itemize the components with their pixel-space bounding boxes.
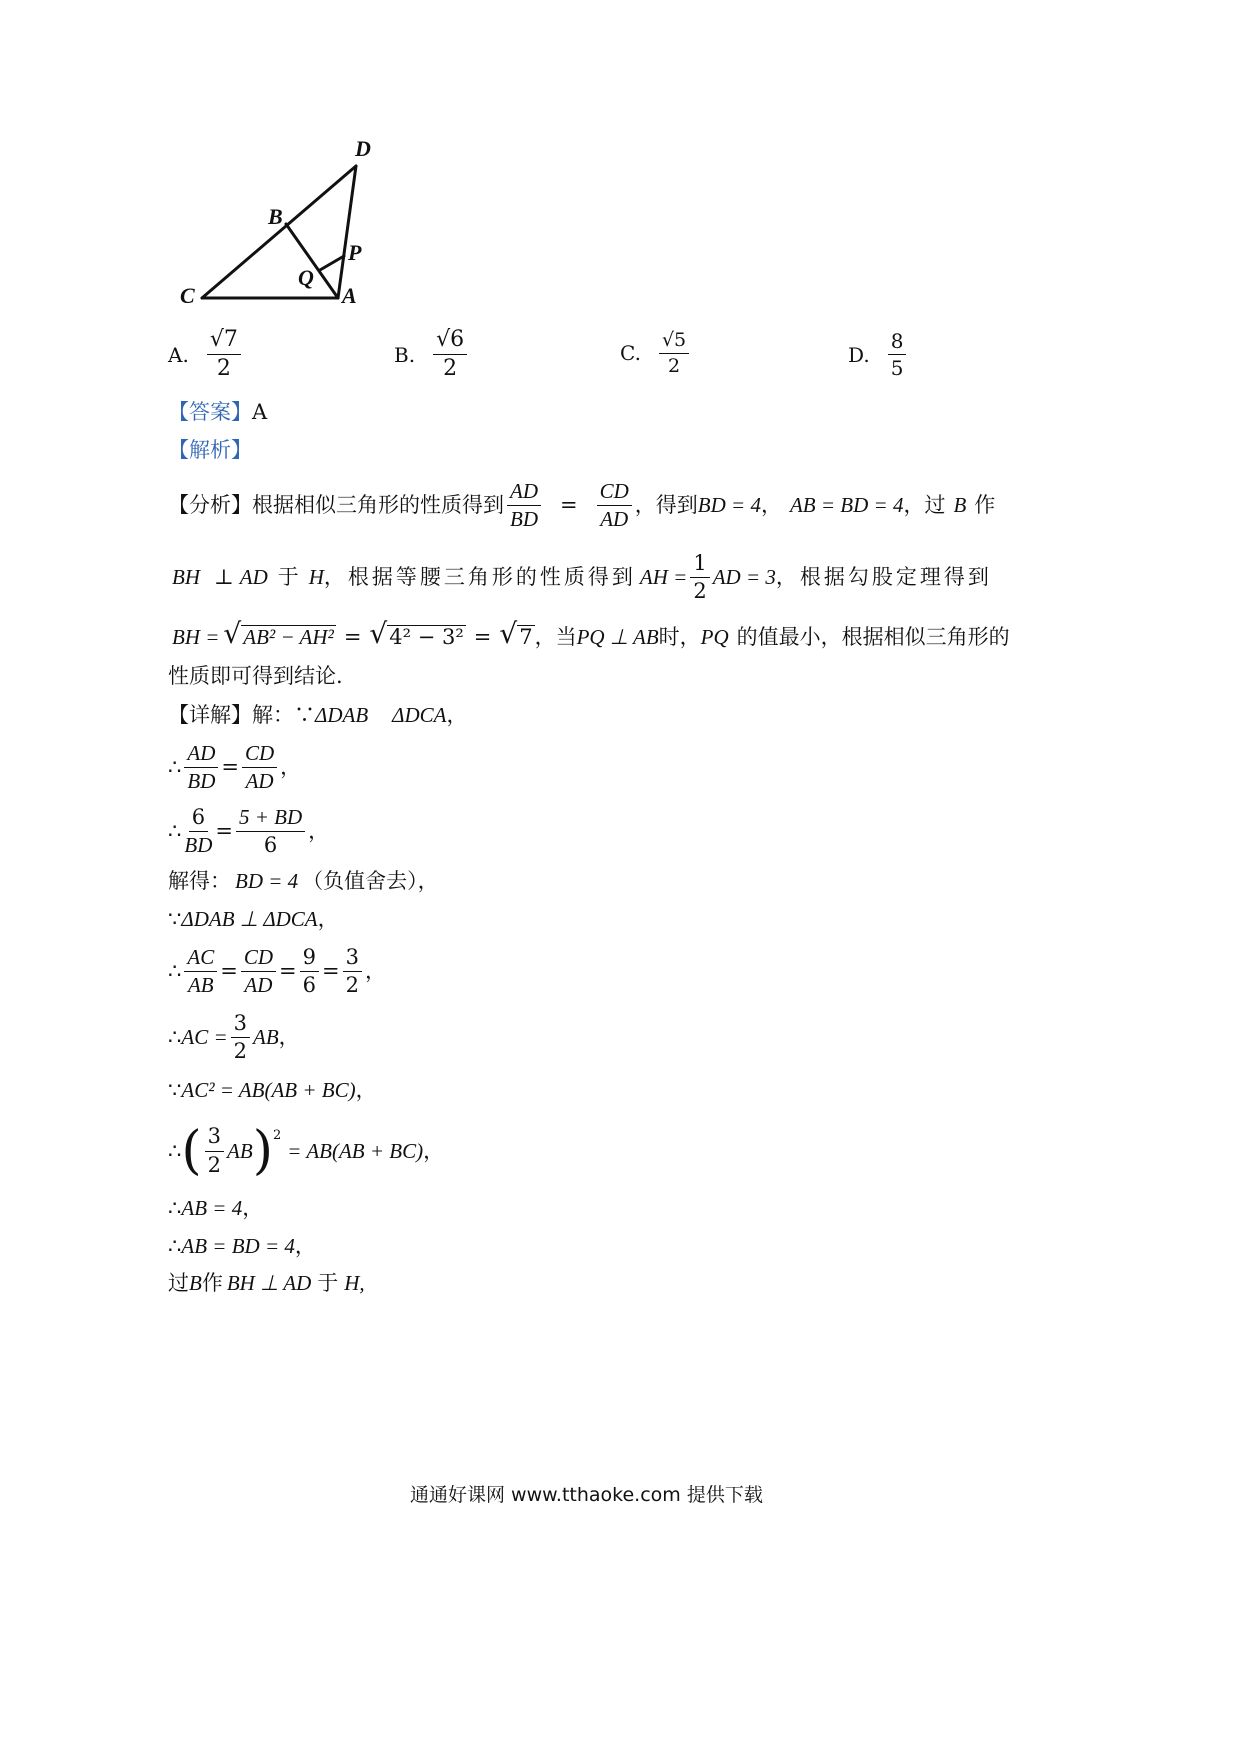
fenxi-frac-ad-bd	[507, 480, 541, 531]
frac-den: AD	[245, 769, 274, 794]
frac-ac-ab	[184, 946, 217, 997]
frac-num: CD	[241, 946, 276, 972]
frac-3-2	[343, 946, 362, 997]
therefore-sign: ∴	[168, 959, 182, 984]
segment-pq	[320, 256, 344, 270]
detail-line-10	[168, 1198, 263, 1219]
fenxi-pq-perp-ab: PQ ⊥ AB	[576, 625, 659, 649]
radical-sign: √	[369, 617, 388, 650]
label-p: P	[348, 240, 362, 265]
label-c: C	[180, 283, 195, 308]
choice-d-num: 8	[888, 330, 907, 355]
fenxi-half	[690, 552, 709, 603]
fenxi-bh: BH	[172, 565, 200, 590]
frac-den: 6	[302, 973, 316, 998]
therefore-sign: ∴	[168, 1234, 182, 1258]
comma: ，	[280, 755, 302, 780]
equals-sign: =	[215, 819, 233, 844]
equals-sign: =	[343, 625, 362, 649]
therefore-sign: ∴	[168, 819, 182, 844]
frac-den: AD	[600, 507, 629, 532]
comma: ，	[446, 703, 468, 727]
frac-num: AD	[507, 480, 541, 506]
choice-a-den: 2	[216, 356, 231, 382]
frac-9-6	[300, 946, 319, 997]
frac-cd-ad	[241, 946, 276, 997]
yu: 于	[317, 1271, 339, 1295]
equals-sign: =	[220, 959, 238, 984]
guo: 过	[168, 1271, 189, 1295]
choice-b-num: √6	[433, 328, 467, 355]
ab: AB	[227, 1138, 253, 1163]
detail-line-12	[168, 1273, 365, 1294]
analysis-heading: 【解析】	[168, 438, 252, 462]
detail-line-9	[168, 1121, 445, 1181]
frac-num: 6	[189, 806, 208, 832]
frac-num: 3	[205, 1125, 224, 1151]
therefore-sign: ∴	[168, 755, 182, 780]
fenxi-text-3b: ，当	[534, 625, 577, 649]
triangle-dab: ΔDAB	[315, 703, 369, 727]
frac-den: BD	[187, 769, 216, 794]
fenxi-ah-eq: AH =	[639, 565, 688, 590]
radicand: AB² − AH²	[243, 624, 334, 649]
detail-line-4	[168, 871, 439, 892]
choice-c-num: √5	[659, 330, 689, 354]
equals-sign: =	[279, 959, 297, 984]
detail-line-5	[168, 909, 339, 930]
comma: ，	[242, 1196, 264, 1220]
choice-c-den: 2	[668, 354, 681, 377]
zuo: 作	[201, 1271, 223, 1295]
label-d: D	[355, 136, 371, 161]
choice-d-letter: D.	[848, 342, 870, 367]
segment-cd	[202, 166, 356, 298]
negative-discarded: （负值舍去），	[302, 869, 439, 893]
label-q: Q	[298, 265, 314, 290]
frac-den: 6	[263, 833, 278, 858]
fenxi-text-3d: 时，	[658, 625, 701, 649]
frac-den: BD	[184, 833, 213, 858]
fenxi-h: H	[308, 565, 324, 590]
frac-num: CD	[242, 742, 277, 768]
frac-num: 3	[343, 946, 362, 972]
answer-label: 【答案】	[168, 400, 252, 424]
eq-ab-ab-bc: = AB(AB + BC)	[287, 1138, 424, 1163]
fenxi-text-2f: ，根据等腰三角形的性质得到	[323, 565, 636, 590]
fenxi-text-2i: ，根据勾股定理得到	[775, 565, 992, 590]
frac-3-2	[205, 1125, 224, 1176]
because-sign: ∵	[168, 907, 182, 931]
equals-sign: =	[473, 625, 492, 649]
therefore-sign: ∴	[168, 1138, 182, 1163]
fenxi-line-1	[168, 479, 996, 532]
detail-line-6	[168, 946, 386, 997]
detail-line-3	[168, 806, 329, 857]
detail-line-1	[168, 705, 467, 726]
frac-num: AD	[184, 742, 218, 768]
ac-squared-eq: AC² = AB(AB + BC)	[181, 1078, 356, 1102]
sqrt-7	[499, 617, 534, 650]
choice-d	[848, 330, 909, 379]
equals-sign: =	[322, 959, 340, 984]
equals-sign: =	[221, 755, 239, 780]
frac-3-2	[231, 1012, 250, 1063]
frac-num: 5 + BD	[236, 806, 305, 832]
choice-b	[394, 328, 470, 381]
choice-b-den: 2	[443, 356, 458, 382]
segment-da	[338, 166, 356, 298]
choice-a	[168, 328, 244, 381]
bd-eq-4: BD = 4	[235, 869, 299, 893]
equals-sign: =	[560, 493, 578, 518]
answer-line	[168, 402, 267, 423]
point-b: B	[189, 1271, 202, 1295]
fenxi-text-3f: 的值最小，根据相似三角形的	[736, 625, 1010, 649]
point-h: H,	[344, 1271, 365, 1295]
ac-eq: AC =	[181, 1025, 228, 1050]
fenxi-text-1h: 作	[974, 493, 996, 518]
frac-den: 2	[207, 1152, 222, 1177]
frac-ad-bd	[184, 742, 218, 793]
fenxi-label: 【分析】	[168, 493, 252, 518]
frac-den: AB	[187, 973, 214, 998]
fenxi-line-4: 性质即可得到结论.	[168, 664, 343, 688]
answer-value: A	[252, 400, 268, 424]
choice-c	[620, 330, 692, 377]
choice-a-fraction	[207, 328, 241, 381]
comma: ，	[308, 819, 330, 844]
bh-perp-ad: BH ⊥ AD	[226, 1271, 312, 1295]
frac-5bd-6	[236, 806, 305, 857]
exponent-2: 2	[273, 1128, 282, 1143]
jiede: 解得：	[168, 869, 231, 893]
frac-num: 1	[690, 552, 709, 578]
fenxi-comma: ，	[760, 493, 782, 518]
ab-eq-4: AB = 4	[181, 1196, 243, 1220]
comma: ，	[423, 1138, 445, 1163]
detail-label: 【详解】	[168, 703, 252, 727]
fenxi-yu: 于	[277, 565, 299, 590]
comma: ，	[317, 907, 339, 931]
fenxi-point-b: B	[953, 493, 967, 518]
fenxi-text-1b: ，得到	[634, 493, 698, 518]
frac-den: 2	[233, 1039, 248, 1064]
label-a: A	[342, 283, 357, 308]
detail-line-7	[168, 1012, 300, 1063]
choice-a-letter: A.	[168, 342, 189, 367]
ab: AB	[253, 1025, 279, 1050]
frac-num: AC	[184, 946, 217, 972]
radicand: 7	[519, 624, 533, 649]
right-paren: )	[252, 1121, 273, 1181]
therefore-sign: ∴	[168, 1196, 182, 1220]
detail-line-11	[168, 1236, 316, 1257]
choice-c-fraction	[659, 330, 689, 377]
frac-cd-ad	[242, 742, 277, 793]
frac-6-bd	[184, 806, 212, 857]
label-b: B	[268, 204, 283, 229]
fenxi-bh-eq: BH =	[172, 625, 220, 649]
left-paren: (	[181, 1121, 202, 1181]
comma: ，	[355, 1078, 377, 1102]
fenxi-bd-eq: BD = 4	[697, 493, 761, 518]
sqrt-ab-ah	[223, 617, 335, 650]
footer-source: 通通好课网 www.tthaoke.com 提供下载	[410, 1484, 763, 1506]
perp-sign: ⊥	[214, 565, 234, 590]
fenxi-frac-cd-ad	[597, 480, 632, 531]
radicand: 4² − 3²	[389, 624, 464, 649]
choice-b-fraction	[433, 328, 467, 381]
frac-num: 9	[300, 946, 319, 972]
fenxi-pq: PQ	[700, 625, 729, 649]
therefore-sign: ∴	[168, 1025, 182, 1050]
triangle-similar: ΔDAB ⊥ ΔDCA	[181, 907, 318, 931]
frac-den: AD	[244, 973, 273, 998]
comma: ，	[364, 959, 386, 984]
fenxi-text-1a: 根据相似三角形的性质得到	[252, 493, 504, 518]
choice-d-den: 5	[890, 356, 904, 380]
frac-den: 2	[693, 579, 707, 604]
frac-num: 3	[231, 1012, 250, 1038]
frac-den: 2	[345, 973, 359, 998]
detail-line-8	[168, 1080, 377, 1101]
choice-c-letter: C.	[620, 341, 641, 366]
fenxi-ad: AD	[239, 565, 268, 590]
fenxi-ab-bd-eq: AB = BD = 4	[789, 493, 904, 518]
radical-sign: √	[223, 617, 242, 650]
sqrt-4-3	[369, 617, 465, 650]
choice-d-fraction	[888, 330, 907, 379]
fenxi-ad-eq-3: AD = 3	[712, 565, 776, 590]
fenxi-text-1f: ，过	[903, 493, 946, 518]
choice-a-num: √7	[207, 328, 241, 355]
triangle-dca: ΔDCA	[392, 703, 447, 727]
comma: ，	[278, 1025, 300, 1050]
choice-b-letter: B.	[394, 342, 416, 367]
detail-line-2	[168, 742, 301, 793]
radical-sign: √	[499, 617, 518, 650]
detail-text-1a: 解：∵	[252, 703, 315, 727]
ab-bd-eq-4: AB = BD = 4	[181, 1234, 295, 1258]
fenxi-line-3	[172, 617, 1010, 650]
fenxi-line-2	[172, 551, 992, 604]
frac-den: BD	[510, 507, 538, 532]
frac-num: CD	[597, 480, 632, 506]
because-sign: ∵	[168, 1078, 182, 1102]
comma: ，	[294, 1234, 316, 1258]
